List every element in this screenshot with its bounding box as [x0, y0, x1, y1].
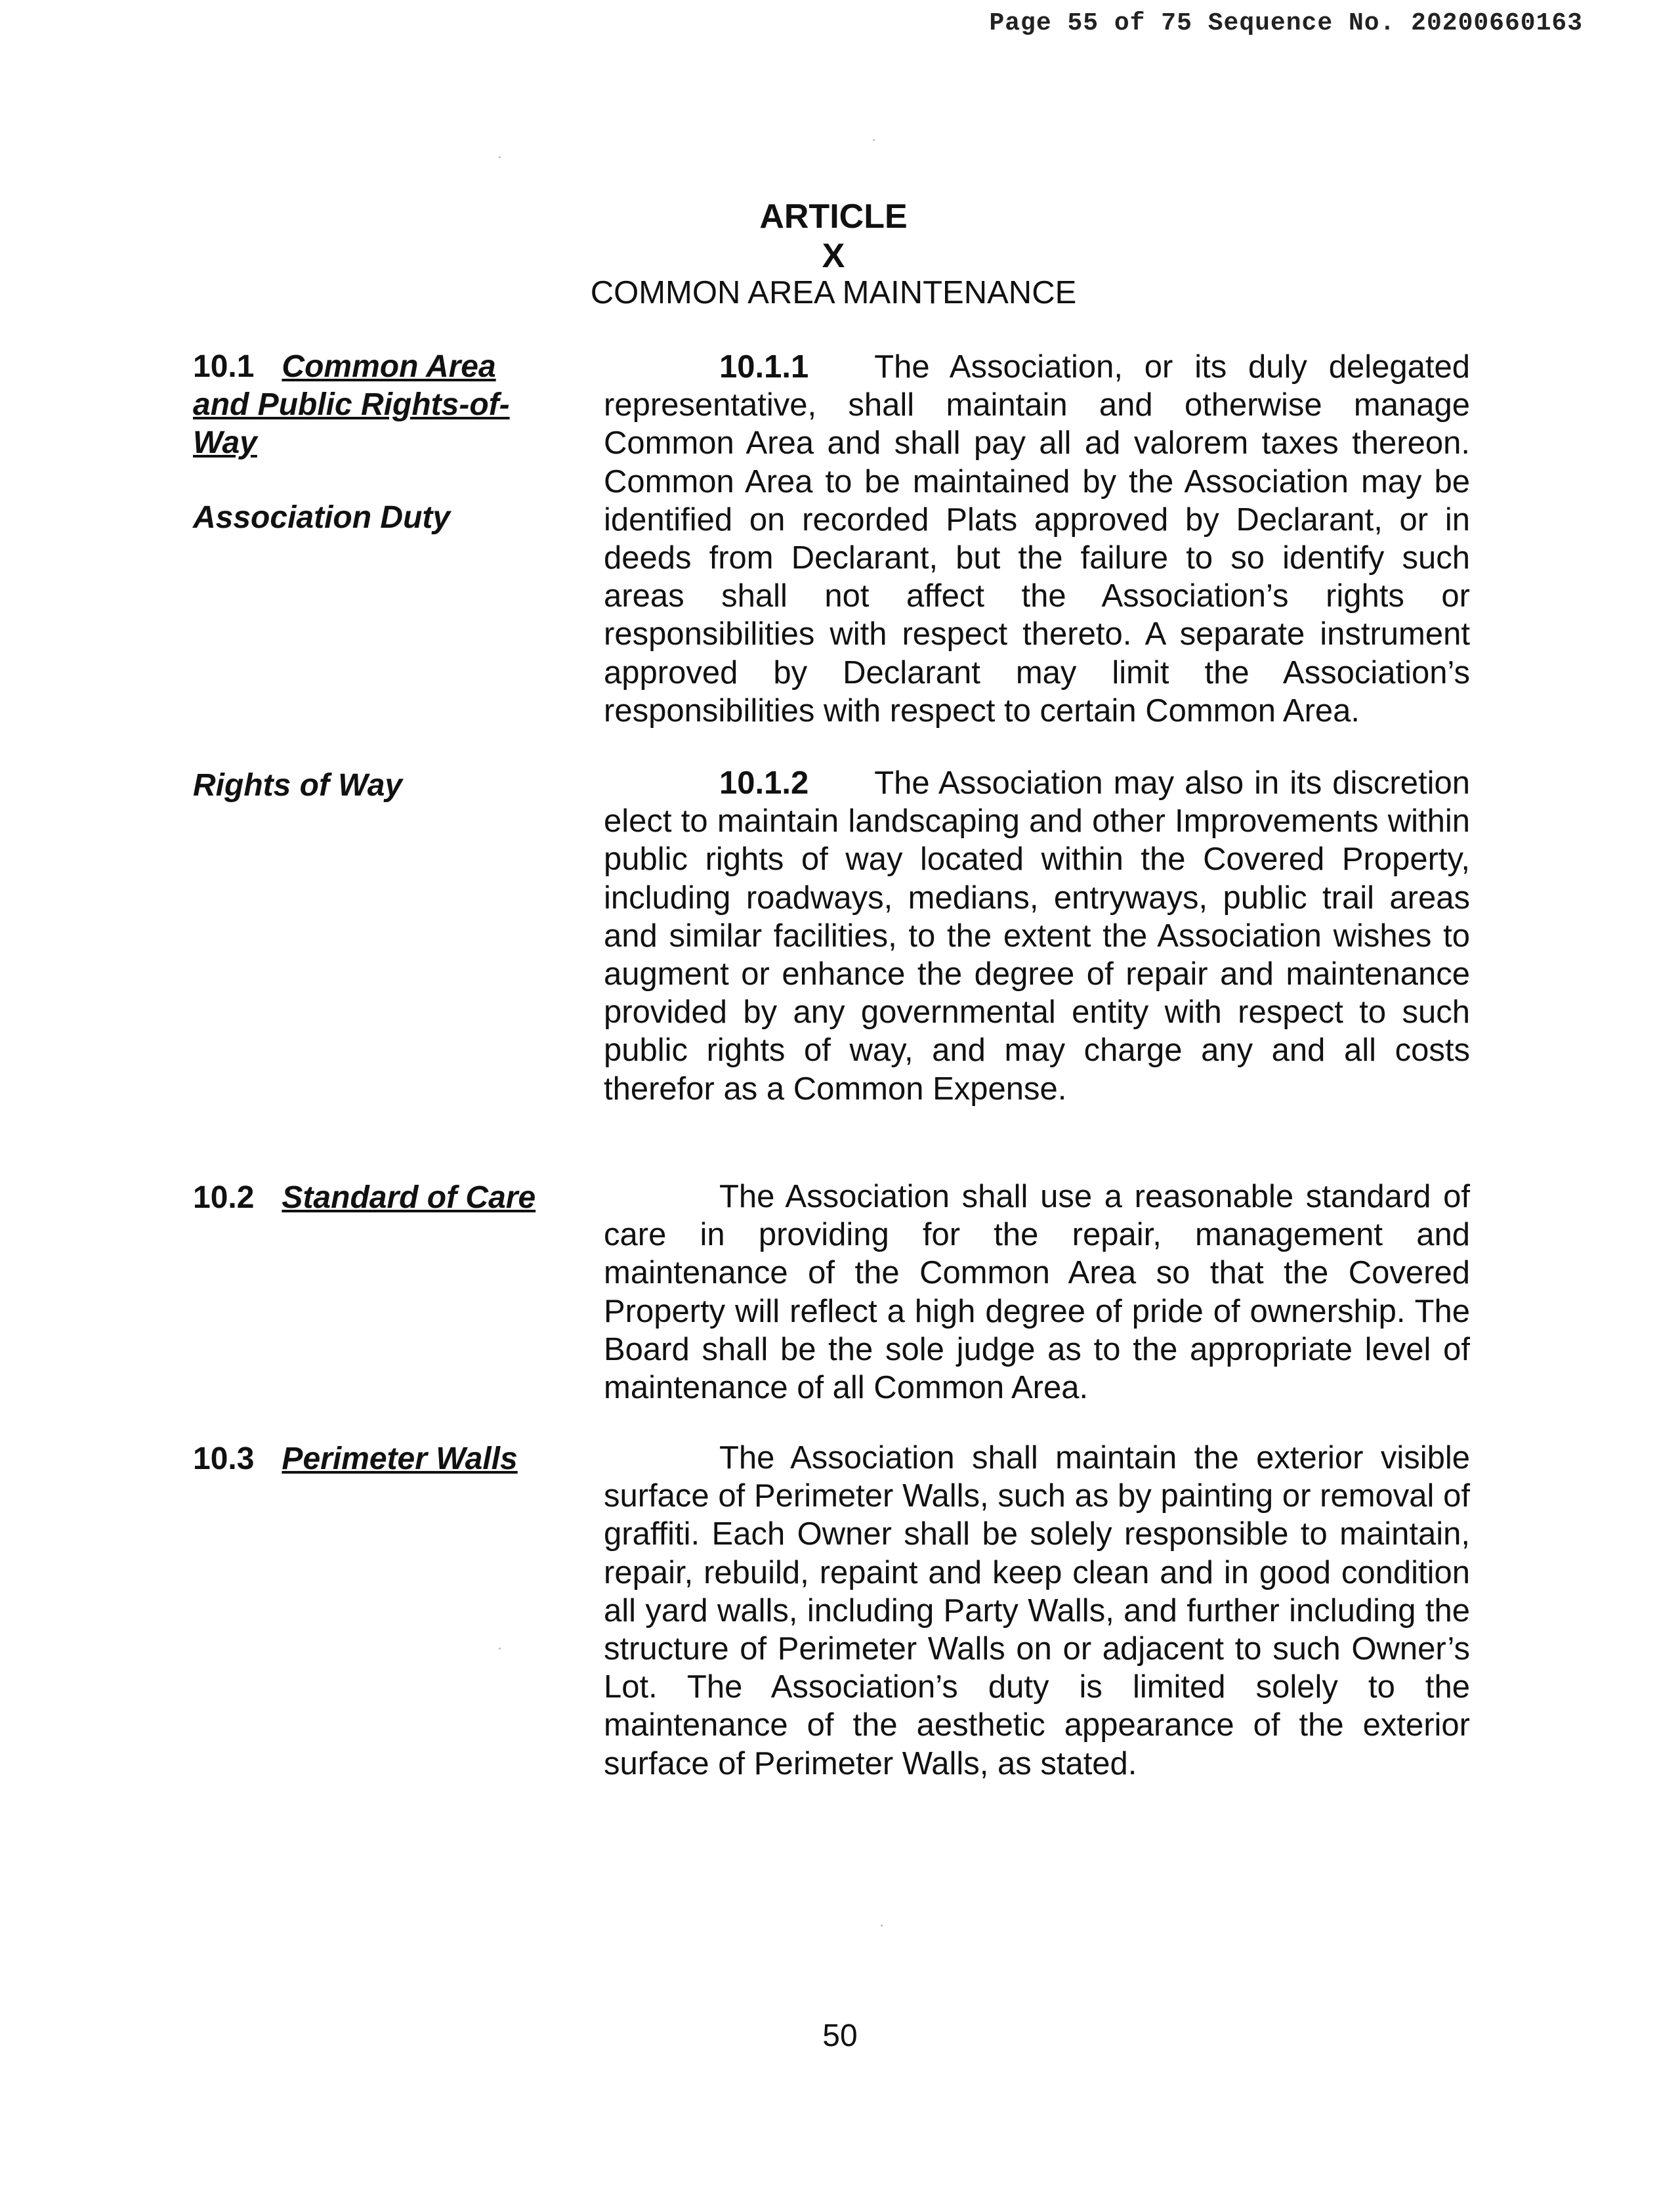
- article-subtitle: COMMON AREA MAINTENANCE: [590, 275, 1077, 310]
- section-10-2-heading: [193, 1179, 536, 1217]
- subheading-rights-of-way: Rights of Way: [193, 768, 403, 803]
- section-number: 10.1: [193, 349, 255, 384]
- scan-speck: [873, 139, 875, 141]
- paragraph-10-2: [604, 1178, 1470, 1407]
- paragraph-text: The Association may also in its discretion elect to maintain landscaping and other Improvements within public rights of way located within the Covered Property, including roadways, medians, entryways, public trail areas and similar facilities, to the extent the Association wishes to augment or enhance the degree of repair and maintenance provided by any governmental entity with respect to such public rights of way, and may charge any and all costs therefor as a Common Expense.: [604, 765, 1470, 1107]
- section-number: 10.3: [193, 1441, 255, 1476]
- section-title-line: Way: [193, 425, 257, 460]
- page-number: 50: [822, 2018, 858, 2053]
- article-title: ARTICLE X: [759, 198, 908, 275]
- paragraph-10-3: [604, 1439, 1470, 1783]
- paragraph-number: 10.1.1: [719, 349, 809, 385]
- section-title-line: Common Area: [282, 349, 496, 384]
- paragraph-text: The Association, or its duly delegated representative, shall maintain and otherwise manage Common Area and shall pay all ad valorem taxes thereon. Common Area to be maintained by the Association may be identified on recorded Plats approved by Declarant, or in deeds from Declarant, but the failure to so identify such areas shall not affect the Association’s rights or responsibilities with respect thereto. A separate instrument approved by Declarant may limit the Association’s responsibilities with respect to certain Common Area.: [604, 349, 1470, 729]
- paragraph-text: The Association shall use a reasonable standard of care in providing for the repair, management and maintenance of the Common Area so that the Covered Property will reflect a high degree of pride of ownership. The Board shall be the sole judge as to the appropriate level of maintenance of all Common Area.: [604, 1179, 1470, 1406]
- scan-speck: [499, 1648, 501, 1650]
- section-10-1-heading: [193, 348, 510, 462]
- page-sequence-header: Page 55 of 75 Sequence No. 20200660163: [989, 9, 1583, 37]
- paragraph-number: 10.1.2: [719, 765, 809, 801]
- section-number: 10.2: [193, 1180, 255, 1215]
- paragraph-10-1-2: [604, 764, 1470, 1108]
- paragraph-text: The Association shall maintain the exterior visible surface of Perimeter Walls, such as by painting or removal of graffiti. Each Owner shall be solely responsible to maintain, repair, rebuild, repaint and keep clean and in good condition all yard walls, including Party Walls, and further including the structure of Perimeter Walls on or adjacent to such Owner’s Lot. The Association’s duty is limited solely to the maintenance of the aesthetic appearance of the exterior surface of Perimeter Walls, as stated.: [604, 1440, 1470, 1781]
- scan-speck: [881, 1925, 883, 1927]
- section-10-3-heading: [193, 1440, 518, 1478]
- section-title: Perimeter Walls: [282, 1441, 518, 1476]
- paragraph-10-1-1: [604, 348, 1470, 730]
- scan-speck: [499, 156, 501, 158]
- subheading-association-duty: Association Duty: [193, 500, 451, 535]
- section-title-line: and Public Rights-of-: [193, 387, 510, 422]
- section-title: Standard of Care: [282, 1180, 536, 1215]
